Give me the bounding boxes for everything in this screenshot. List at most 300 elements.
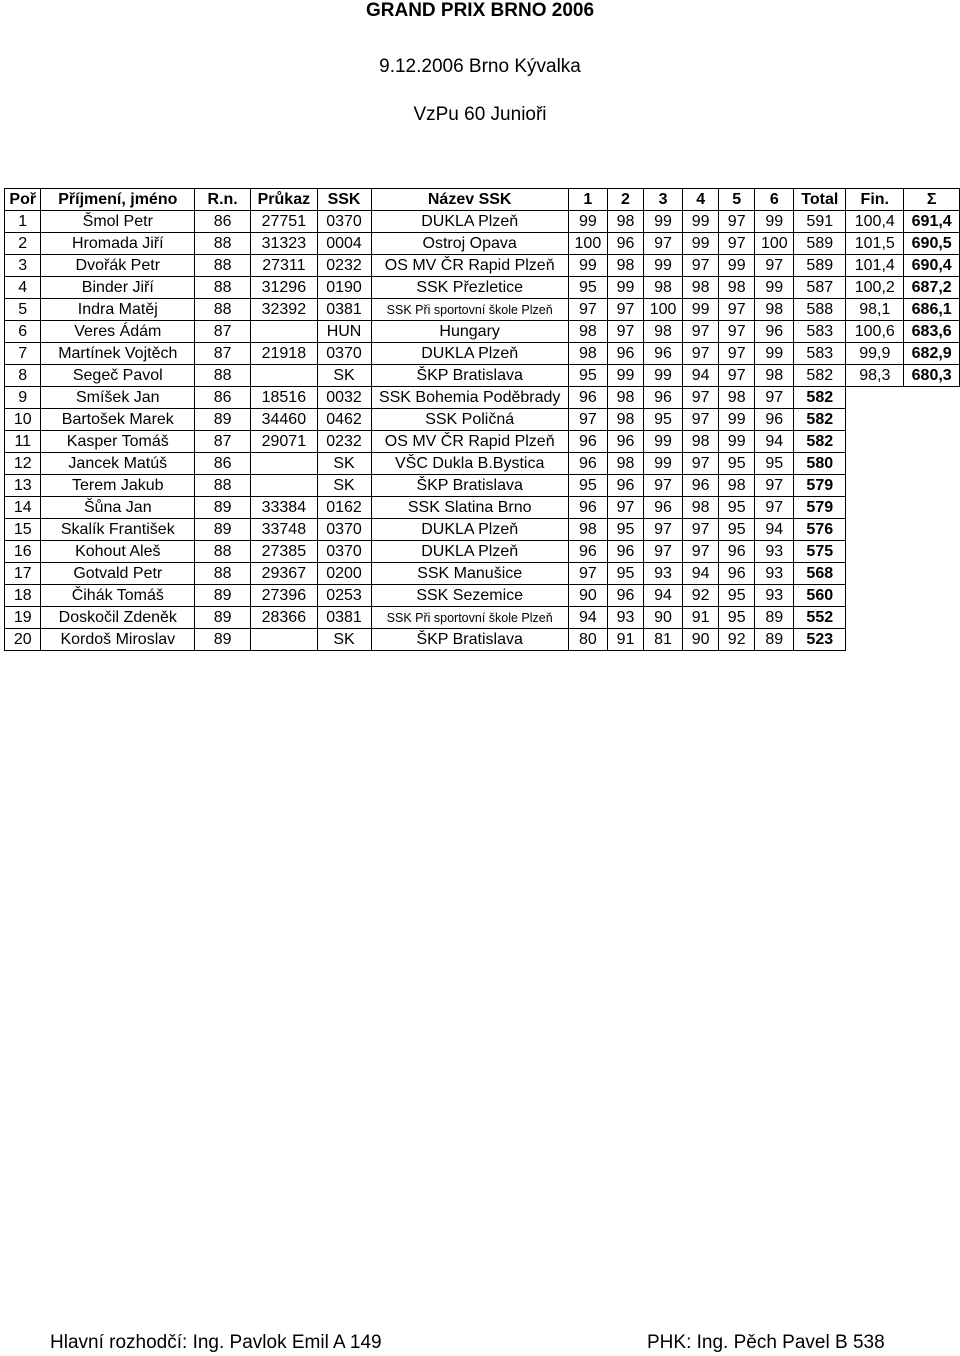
col-total-cell: 579 [794, 497, 846, 519]
col-s6-cell: 95 [755, 453, 794, 475]
col-name-header: Příjmení, jméno [41, 189, 195, 211]
col-birth-year-cell: 88 [195, 277, 251, 299]
results-body [5, 211, 960, 651]
col-rank-cell: 4 [5, 277, 41, 299]
page-title: GRAND PRIX BRNO 2006 [365, 0, 595, 21]
col-s5-cell: 95 [719, 453, 755, 475]
col-rank-cell: 20 [5, 629, 41, 651]
col-birth-year-cell: 89 [195, 585, 251, 607]
col-sum-cell: 680,3 [904, 365, 960, 387]
col-s3-cell: 96 [644, 343, 683, 365]
col-s2-cell: 98 [607, 211, 643, 233]
col-ssk-cell: 0370 [317, 519, 371, 541]
col-license-cell: 27385 [251, 541, 317, 563]
col-ssk-cell: 0232 [317, 255, 371, 277]
col-rank-cell: 18 [5, 585, 41, 607]
col-s5-cell: 97 [719, 343, 755, 365]
col-s4-cell: 94 [683, 365, 719, 387]
col-birth-year-cell: 88 [195, 475, 251, 497]
table-row [5, 497, 960, 519]
col-s6-cell: 98 [755, 365, 794, 387]
col-s1-cell: 95 [568, 475, 607, 497]
col-final-cell [846, 607, 904, 629]
col-s2-cell: 97 [607, 299, 643, 321]
col-s1-cell: 98 [568, 343, 607, 365]
table-row [5, 541, 960, 563]
col-rank-cell: 3 [5, 255, 41, 277]
col-club-name-cell: SSK Poličná [371, 409, 568, 431]
col-s2-cell: 96 [607, 541, 643, 563]
col-s1-cell: 95 [568, 277, 607, 299]
col-s1-cell: 95 [568, 365, 607, 387]
col-s6-cell: 89 [755, 607, 794, 629]
col-name-cell: Binder Jiří [41, 277, 195, 299]
col-name-cell: Kohout Aleš [41, 541, 195, 563]
col-ssk-header: SSK [317, 189, 371, 211]
col-rank-cell: 15 [5, 519, 41, 541]
col-sum-cell [904, 519, 960, 541]
col-s3-cell: 100 [644, 299, 683, 321]
col-s1-cell: 94 [568, 607, 607, 629]
col-rank-cell: 6 [5, 321, 41, 343]
col-final-header: Fin. [846, 189, 904, 211]
col-s1-cell: 97 [568, 563, 607, 585]
col-s3-cell: 99 [644, 255, 683, 277]
col-birth-year-cell: 86 [195, 453, 251, 475]
col-ssk-cell: 0370 [317, 211, 371, 233]
col-s2-cell: 95 [607, 563, 643, 585]
col-club-name-cell: Hungary [371, 321, 568, 343]
col-s5-cell: 98 [719, 277, 755, 299]
col-s1-header: 1 [568, 189, 607, 211]
col-final-cell: 101,5 [846, 233, 904, 255]
referee-text: Hlavní rozhodčí: Ing. Pavlok Emil A 149 [50, 1332, 382, 1353]
col-s5-cell: 99 [719, 409, 755, 431]
col-ssk-cell: SK [317, 453, 371, 475]
col-rank-cell: 19 [5, 607, 41, 629]
col-s2-cell: 96 [607, 233, 643, 255]
col-s6-cell: 93 [755, 541, 794, 563]
col-sum-cell [904, 409, 960, 431]
col-s1-cell: 98 [568, 321, 607, 343]
col-sum-cell: 687,2 [904, 277, 960, 299]
col-license-cell: 28366 [251, 607, 317, 629]
results-table [4, 188, 960, 651]
col-rank-cell: 10 [5, 409, 41, 431]
col-ssk-cell: SK [317, 365, 371, 387]
col-s5-cell: 97 [719, 233, 755, 255]
col-sum-cell: 683,6 [904, 321, 960, 343]
col-birth-year-cell: 86 [195, 211, 251, 233]
col-s3-cell: 97 [644, 519, 683, 541]
col-name-cell: Bartošek Marek [41, 409, 195, 431]
col-ssk-cell: SK [317, 629, 371, 651]
col-s5-cell: 98 [719, 387, 755, 409]
col-s5-cell: 99 [719, 431, 755, 453]
col-s1-cell: 97 [568, 409, 607, 431]
col-license-cell [251, 629, 317, 651]
col-s6-cell: 100 [755, 233, 794, 255]
col-total-cell: 575 [794, 541, 846, 563]
col-s3-cell: 99 [644, 365, 683, 387]
col-rank-cell: 13 [5, 475, 41, 497]
col-birth-year-cell: 88 [195, 299, 251, 321]
col-s4-cell: 99 [683, 233, 719, 255]
col-club-name-cell: SSK Slatina Brno [371, 497, 568, 519]
col-name-cell: Kasper Tomáš [41, 431, 195, 453]
col-rank-header: Poř [5, 189, 41, 211]
col-s5-cell: 95 [719, 607, 755, 629]
col-ssk-cell: 0370 [317, 343, 371, 365]
col-club-name-cell: ŠKP Bratislava [371, 475, 568, 497]
col-final-cell [846, 563, 904, 585]
col-club-name-cell: SSK Manušice [371, 563, 568, 585]
col-license-cell: 33748 [251, 519, 317, 541]
col-s4-cell: 94 [683, 563, 719, 585]
col-sum-cell [904, 629, 960, 651]
col-license-cell: 27751 [251, 211, 317, 233]
col-birth-year-cell: 88 [195, 233, 251, 255]
col-s6-cell: 96 [755, 409, 794, 431]
col-s4-cell: 98 [683, 277, 719, 299]
col-birth-year-cell: 87 [195, 431, 251, 453]
col-rank-cell: 11 [5, 431, 41, 453]
col-s2-cell: 98 [607, 387, 643, 409]
col-s5-cell: 98 [719, 475, 755, 497]
col-final-cell: 100,4 [846, 211, 904, 233]
col-birth-year-cell: 86 [195, 387, 251, 409]
col-s1-cell: 80 [568, 629, 607, 651]
col-ssk-cell: 0032 [317, 387, 371, 409]
col-sum-cell [904, 541, 960, 563]
col-s5-cell: 96 [719, 563, 755, 585]
col-final-cell: 100,2 [846, 277, 904, 299]
col-s3-cell: 97 [644, 541, 683, 563]
col-birth-year-cell: 89 [195, 409, 251, 431]
col-s4-cell: 97 [683, 387, 719, 409]
col-s3-cell: 99 [644, 431, 683, 453]
col-license-cell: 33384 [251, 497, 317, 519]
col-s6-cell: 99 [755, 343, 794, 365]
col-total-cell: 576 [794, 519, 846, 541]
col-rank-cell: 9 [5, 387, 41, 409]
col-ssk-cell: 0162 [317, 497, 371, 519]
col-name-cell: Terem Jakub [41, 475, 195, 497]
col-s1-cell: 99 [568, 255, 607, 277]
col-total-cell: 523 [794, 629, 846, 651]
col-s2-cell: 99 [607, 277, 643, 299]
col-s5-header: 5 [719, 189, 755, 211]
col-s6-cell: 93 [755, 585, 794, 607]
col-s6-cell: 99 [755, 211, 794, 233]
col-s4-cell: 97 [683, 409, 719, 431]
col-sum-cell [904, 453, 960, 475]
col-s6-cell: 94 [755, 519, 794, 541]
col-s1-cell: 96 [568, 387, 607, 409]
table-row [5, 211, 960, 233]
col-name-cell: Indra Matěj [41, 299, 195, 321]
col-s1-cell: 98 [568, 519, 607, 541]
table-row [5, 387, 960, 409]
col-license-cell: 29071 [251, 431, 317, 453]
col-sum-cell [904, 387, 960, 409]
col-ssk-cell: 0381 [317, 607, 371, 629]
table-row [5, 277, 960, 299]
col-s2-cell: 96 [607, 585, 643, 607]
col-s3-cell: 95 [644, 409, 683, 431]
col-club-name-cell: Ostroj Opava [371, 233, 568, 255]
col-ssk-cell: SK [317, 475, 371, 497]
col-license-cell: 31323 [251, 233, 317, 255]
col-total-cell: 588 [794, 299, 846, 321]
table-row [5, 299, 960, 321]
col-birth-year-cell: 88 [195, 255, 251, 277]
col-s4-cell: 97 [683, 519, 719, 541]
col-name-cell: Kordoš Miroslav [41, 629, 195, 651]
table-row [5, 343, 960, 365]
col-s3-header: 3 [644, 189, 683, 211]
col-birth-year-cell: 87 [195, 343, 251, 365]
col-s2-cell: 96 [607, 431, 643, 453]
col-s3-cell: 90 [644, 607, 683, 629]
col-s4-cell: 91 [683, 607, 719, 629]
table-row [5, 431, 960, 453]
col-license-cell: 27311 [251, 255, 317, 277]
col-birth-year-cell: 88 [195, 563, 251, 585]
col-total-cell: 582 [794, 431, 846, 453]
col-final-cell: 100,6 [846, 321, 904, 343]
col-s5-cell: 97 [719, 211, 755, 233]
table-row [5, 233, 960, 255]
col-sum-cell: 691,4 [904, 211, 960, 233]
col-sum-cell: 682,9 [904, 343, 960, 365]
col-birth-year-cell: 89 [195, 497, 251, 519]
col-s2-cell: 98 [607, 255, 643, 277]
table-row [5, 585, 960, 607]
col-s2-cell: 98 [607, 453, 643, 475]
col-club-name-cell: SSK Při sportovní škole Plzeň [371, 299, 568, 321]
col-s4-cell: 98 [683, 431, 719, 453]
col-s5-cell: 95 [719, 585, 755, 607]
col-license-cell [251, 475, 317, 497]
phk-text: PHK: Ing. Pěch Pavel B 538 [647, 1332, 885, 1353]
col-s2-cell: 98 [607, 409, 643, 431]
col-s4-cell: 97 [683, 255, 719, 277]
col-s3-cell: 97 [644, 233, 683, 255]
col-s2-cell: 91 [607, 629, 643, 651]
col-s6-header: 6 [755, 189, 794, 211]
col-license-cell: 21918 [251, 343, 317, 365]
col-club-name-cell: SSK Přezletice [371, 277, 568, 299]
col-final-cell: 98,3 [846, 365, 904, 387]
col-total-cell: 583 [794, 321, 846, 343]
col-name-cell: Jancek Matúš [41, 453, 195, 475]
col-ssk-cell: 0190 [317, 277, 371, 299]
col-name-cell: Šůna Jan [41, 497, 195, 519]
table-row [5, 365, 960, 387]
col-rank-cell: 7 [5, 343, 41, 365]
col-name-cell: Veres Ádám [41, 321, 195, 343]
col-final-cell [846, 629, 904, 651]
col-license-cell [251, 453, 317, 475]
col-s1-cell: 96 [568, 453, 607, 475]
col-total-header: Total [794, 189, 846, 211]
col-birth-year-cell: 87 [195, 321, 251, 343]
col-s4-cell: 99 [683, 299, 719, 321]
col-club-name-cell: SSK Při sportovní škole Plzeň [371, 607, 568, 629]
col-s6-cell: 99 [755, 277, 794, 299]
col-license-cell: 31296 [251, 277, 317, 299]
col-sum-cell: 686,1 [904, 299, 960, 321]
col-s2-cell: 95 [607, 519, 643, 541]
col-club-name-header: Název SSK [371, 189, 568, 211]
col-s5-cell: 97 [719, 321, 755, 343]
col-s5-cell: 92 [719, 629, 755, 651]
col-rank-cell: 17 [5, 563, 41, 585]
table-row [5, 409, 960, 431]
col-rank-cell: 16 [5, 541, 41, 563]
col-name-cell: Doskočil Zdeněk [41, 607, 195, 629]
col-club-name-cell: VŠC Dukla B.Bystica [371, 453, 568, 475]
col-license-cell: 27396 [251, 585, 317, 607]
col-sum-cell [904, 475, 960, 497]
col-club-name-cell: DUKLA Plzeň [371, 541, 568, 563]
col-birth-year-cell: 89 [195, 519, 251, 541]
col-s2-cell: 97 [607, 321, 643, 343]
col-s4-cell: 96 [683, 475, 719, 497]
col-license-cell: 34460 [251, 409, 317, 431]
col-final-cell [846, 585, 904, 607]
col-club-name-cell: ŠKP Bratislava [371, 365, 568, 387]
col-s4-cell: 97 [683, 343, 719, 365]
col-sum-cell: 690,5 [904, 233, 960, 255]
col-final-cell [846, 475, 904, 497]
col-s6-cell: 94 [755, 431, 794, 453]
col-club-name-cell: ŠKP Bratislava [371, 629, 568, 651]
col-s6-cell: 97 [755, 387, 794, 409]
table-row [5, 321, 960, 343]
col-s4-cell: 99 [683, 211, 719, 233]
col-sum-cell [904, 585, 960, 607]
col-s5-cell: 99 [719, 255, 755, 277]
col-s2-cell: 96 [607, 475, 643, 497]
col-s6-cell: 93 [755, 563, 794, 585]
table-row [5, 563, 960, 585]
col-total-cell: 579 [794, 475, 846, 497]
col-total-cell: 589 [794, 255, 846, 277]
col-sum-cell [904, 607, 960, 629]
col-license-cell: 29367 [251, 563, 317, 585]
col-sum-cell [904, 497, 960, 519]
col-s3-cell: 97 [644, 475, 683, 497]
col-s4-header: 4 [683, 189, 719, 211]
col-total-cell: 552 [794, 607, 846, 629]
col-s1-cell: 96 [568, 541, 607, 563]
col-name-cell: Gotvald Petr [41, 563, 195, 585]
col-final-cell: 99,9 [846, 343, 904, 365]
col-s6-cell: 98 [755, 299, 794, 321]
col-s3-cell: 99 [644, 453, 683, 475]
col-ssk-cell: 0200 [317, 563, 371, 585]
col-s6-cell: 97 [755, 255, 794, 277]
col-club-name-cell: OS MV ČR Rapid Plzeň [371, 255, 568, 277]
col-final-cell [846, 497, 904, 519]
col-birth-year-cell: 89 [195, 607, 251, 629]
col-rank-cell: 1 [5, 211, 41, 233]
col-total-cell: 582 [794, 365, 846, 387]
table-row [5, 255, 960, 277]
col-final-cell [846, 541, 904, 563]
col-s5-cell: 97 [719, 299, 755, 321]
col-rank-cell: 2 [5, 233, 41, 255]
col-ssk-cell: 0462 [317, 409, 371, 431]
col-s1-cell: 90 [568, 585, 607, 607]
table-row [5, 475, 960, 497]
col-s2-cell: 96 [607, 343, 643, 365]
col-s3-cell: 96 [644, 387, 683, 409]
col-club-name-cell: DUKLA Plzeň [371, 343, 568, 365]
col-birth-year-cell: 89 [195, 629, 251, 651]
col-s4-cell: 92 [683, 585, 719, 607]
col-s4-cell: 90 [683, 629, 719, 651]
col-final-cell [846, 453, 904, 475]
col-club-name-cell: SSK Bohemia Poděbrady [371, 387, 568, 409]
col-final-cell [846, 387, 904, 409]
col-license-cell: 32392 [251, 299, 317, 321]
date-place: 9.12.2006 Brno Kývalka [379, 56, 581, 77]
col-name-cell: Smíšek Jan [41, 387, 195, 409]
col-name-cell: Dvořák Petr [41, 255, 195, 277]
col-s1-cell: 97 [568, 299, 607, 321]
table-row [5, 453, 960, 475]
col-license-header: Průkaz [251, 189, 317, 211]
col-total-cell: 560 [794, 585, 846, 607]
col-s3-cell: 81 [644, 629, 683, 651]
col-name-cell: Skalík František [41, 519, 195, 541]
col-total-cell: 582 [794, 409, 846, 431]
col-rank-cell: 14 [5, 497, 41, 519]
col-birth-year-header: R.n. [195, 189, 251, 211]
col-s2-cell: 93 [607, 607, 643, 629]
discipline: VzPu 60 Junioři [413, 104, 547, 125]
col-s5-cell: 96 [719, 541, 755, 563]
col-ssk-cell: 0004 [317, 233, 371, 255]
col-s4-cell: 98 [683, 497, 719, 519]
col-s5-cell: 95 [719, 497, 755, 519]
col-total-cell: 591 [794, 211, 846, 233]
col-rank-cell: 12 [5, 453, 41, 475]
col-s1-cell: 96 [568, 497, 607, 519]
header-row [5, 189, 960, 211]
col-club-name-cell: DUKLA Plzeň [371, 211, 568, 233]
col-s6-cell: 97 [755, 475, 794, 497]
col-birth-year-cell: 88 [195, 365, 251, 387]
table-row [5, 629, 960, 651]
col-rank-cell: 8 [5, 365, 41, 387]
col-license-cell [251, 365, 317, 387]
col-s5-cell: 95 [719, 519, 755, 541]
col-final-cell [846, 431, 904, 453]
col-license-cell [251, 321, 317, 343]
col-final-cell: 98,1 [846, 299, 904, 321]
col-sum-header: Σ [904, 189, 960, 211]
col-club-name-cell: DUKLA Plzeň [371, 519, 568, 541]
col-s5-cell: 97 [719, 365, 755, 387]
table-row [5, 519, 960, 541]
col-name-cell: Martínek Vojtěch [41, 343, 195, 365]
col-total-cell: 583 [794, 343, 846, 365]
col-final-cell [846, 519, 904, 541]
